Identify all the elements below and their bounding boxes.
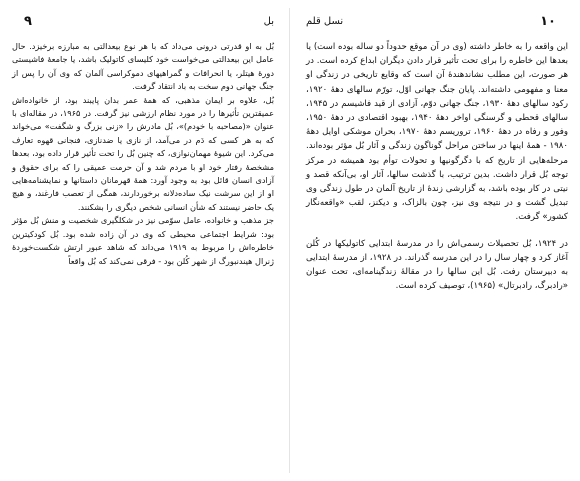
paragraph: جز مذهب و خانواده، عامل سوّمی نیز در شکلگیری شخصیت و منش بُل مؤثر بود: شرایط اجتماعی محیطی که وی در آن زاده شده بود. بُل کودکیترین خاطره‌اش را مربوط به ۱۹۱۹ می‌داند که شاهد عبور ارتش شکست‌خوردهٔ ژنرال هیندنبورگ از شهر کُلن بود - فرقی نمی‌کند که بُل واقعاً: [12, 215, 274, 266]
running-head: نسل قلم: [306, 15, 344, 27]
paragraph: بُل به او قدرتی درونی می‌داد که با هر نوع بیعدالتی به مبارزه برخیزد. حال عامل این بیعدالتی می‌خواست خود کلیسای کاتولیک باشد، یا جامعهٔ فاشیستی دورهٔ هیتلر، یا انحرافات و گمراهیهای دموکراسی آلمان که وی آن را پس از جنگ جهانی دوم سخت به باد انتقاد گرفت.: [12, 41, 274, 92]
running-head: بل: [263, 15, 274, 27]
page-number: ۹: [24, 13, 32, 29]
right-page-header: [306, 12, 568, 30]
paragraph: این واقعه را به خاطر داشته (وی در آن موقع حدوداً دو ساله بوده است) یا بعدها این خاطره را برای تحت تأثیر قرار دادن دیگران ابداع کرده است. در هر صورت، این مطلب نشاندهندهٔ آن است که وقایع تاریخی در زندگی او معنا و مفهومی داشته‌اند. پایان جنگ جهانی اوّل، تورّم سالهای دههٔ ۱۹۲۰، رکود سالهای دههٔ ۱۹۳۰، جنگ جهانی دوّم، آزادی از قید فاشیسم در ۱۹۴۵، سالهای قحطی و گرسنگی اواخر دههٔ ۱۹۴۰، بهبود اقتصادی در دههٔ ۱۹۵۰، وفور و رفاه در دههٔ ۱۹۶۰، تروریسم دههٔ ۱۹۷۰، بحران موشکی اوایل دههٔ ۱۹۸۰ - همهٔ اینها در ساختن مراحل گوناگون زندگی و آثار بُل مؤثر بوده‌اند. مرحله‌هایی از تاریخ که با دگرگونیها و تحولات توأم بود همیشه در مرکز توجه بُل قرار داشت. بدین ترتیب، با گذشت سالها، آثار او، بی‌آنکه قصد و نیتی در کار بوده باشد، به گزارشی زندهٔ از تاریخ آلمان در طول زندگی وی تبدیل گشت و در نتیجه وی نیز، چون بالزاک، و دیکنز، لقب «واقعه‌نگار کشور» گرفت.: [306, 42, 568, 223]
paragraph: در ۱۹۲۴، بُل تحصیلات رسمی‌اش را در مدرسهٔ ابتدایی کاتولیکها در کُلن آغاز کرد و چهار سال را در این مدرسه گذراند. در ۱۹۲۸، از مدرسهٔ ابتدایی به دبیرستان رفت. بُل این سالها را در مقالهٔ زندگینامه‌ای، تحت عنوان «رادبرگ، رادبرتال» (۱۹۶۵)، توصیف کرده است.: [306, 238, 569, 292]
paragraph: بُل، علاوه بر ایمان مذهبی، که همهٔ عمر بدان پایبند بود، از خانواده‌اش عمیقترین تأثیرها را در مورد نظام ارزشی نیز گرفت. در ۱۹۶۵، در مقاله‌ای با عنوان «(مصاحبه با خودم)»، بُل مادرش را «زنی بزرگ و شگفت» می‌خواند که به هر کسی که دَم در می‌آمد، از نازی یا ضدنازی، فنجانی قهوه تعارف می‌کرد. این شیوهٔ مهمان‌نوازی، که چنین بُل را تحت تأثیر قرار داده بود، بعدها مشخصهٔ رفتار خود او با مردم شد و آن حرمت عمیقی را که برای حقوق و آزادی انسان قائل بود به وجود آورد: همهٔ قهرمانان داستانها و نمایشنامه‌هایی او از این سرشت نیک ساده‌دلانه برخوردارند، همگی از تعصب فارغند، و هیچ یک حاضر نیستند که شأن انسانی شخص دیگری را بشکنند.: [12, 94, 274, 212]
page-number: ۱۰: [540, 13, 556, 29]
right-page: [290, 0, 580, 481]
left-page-header: [12, 12, 274, 30]
